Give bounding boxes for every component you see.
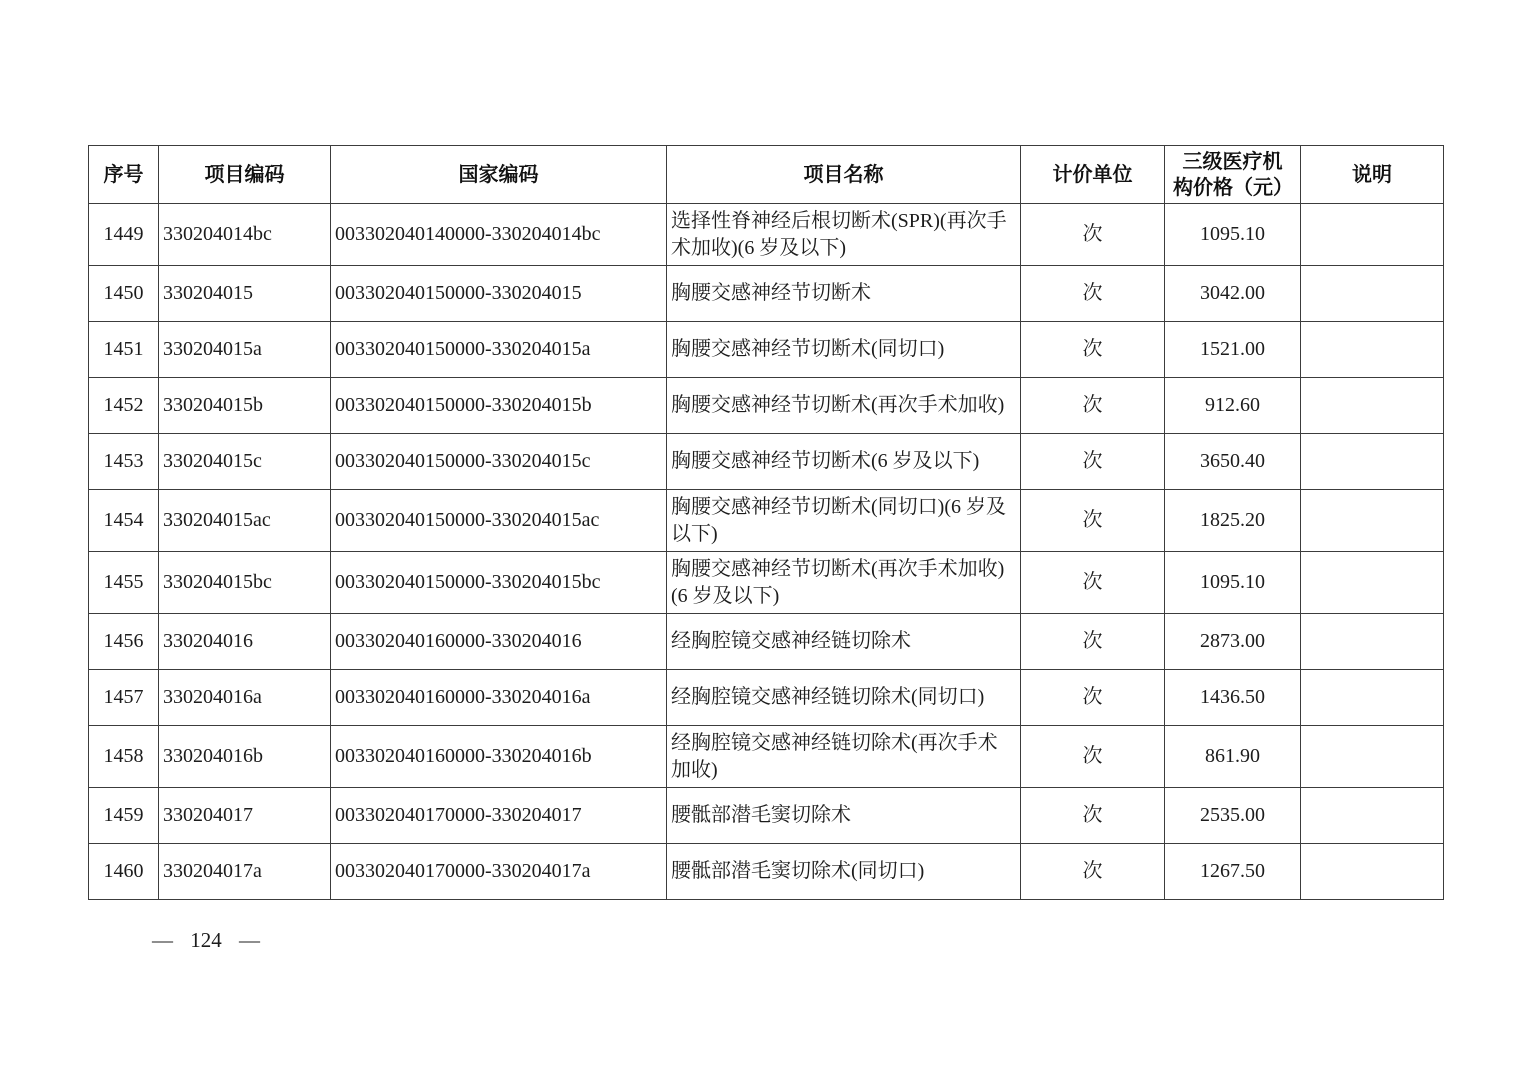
- row-price: 3650.40: [1165, 434, 1301, 490]
- row-unit: 次: [1021, 670, 1165, 726]
- header-price: 三级医疗机构价格（元）: [1165, 146, 1301, 204]
- row-price: 3042.00: [1165, 266, 1301, 322]
- row-price: 1095.10: [1165, 552, 1301, 614]
- row-note: [1301, 670, 1444, 726]
- table-row: [89, 726, 1444, 788]
- row-unit: 次: [1021, 322, 1165, 378]
- row-seq: 1457: [89, 670, 159, 726]
- row-project-name: 胸腰交感神经节切断术(同切口)(6 岁及以下): [667, 490, 1021, 552]
- table-row: [89, 552, 1444, 614]
- row-project-name: 选择性脊神经后根切断术(SPR)(再次手术加收)(6 岁及以下): [667, 204, 1021, 266]
- row-price: 2535.00: [1165, 788, 1301, 844]
- table-row: [89, 434, 1444, 490]
- row-seq: 1450: [89, 266, 159, 322]
- row-seq: 1449: [89, 204, 159, 266]
- row-seq: 1454: [89, 490, 159, 552]
- row-project-code: 330204016a: [159, 670, 331, 726]
- row-project-name: 经胸腔镜交感神经链切除术: [667, 614, 1021, 670]
- row-note: [1301, 378, 1444, 434]
- row-national-code: 003302040150000-330204015ac: [331, 490, 667, 552]
- row-seq: 1458: [89, 726, 159, 788]
- row-unit: 次: [1021, 378, 1165, 434]
- row-seq: 1452: [89, 378, 159, 434]
- row-project-code: 330204015bc: [159, 552, 331, 614]
- row-project-code: 330204016: [159, 614, 331, 670]
- row-project-name: 胸腰交感神经节切断术(同切口): [667, 322, 1021, 378]
- row-price: 1095.10: [1165, 204, 1301, 266]
- table-row: [89, 844, 1444, 900]
- row-national-code: 003302040170000-330204017a: [331, 844, 667, 900]
- row-national-code: 003302040150000-330204015b: [331, 378, 667, 434]
- table-row: [89, 670, 1444, 726]
- row-unit: 次: [1021, 726, 1165, 788]
- row-unit: 次: [1021, 552, 1165, 614]
- header-unit: 计价单位: [1021, 146, 1165, 204]
- row-seq: 1451: [89, 322, 159, 378]
- row-seq: 1456: [89, 614, 159, 670]
- table-row: [89, 788, 1444, 844]
- row-project-code: 330204015ac: [159, 490, 331, 552]
- table-row: [89, 322, 1444, 378]
- row-seq: 1459: [89, 788, 159, 844]
- row-project-code: 330204015a: [159, 322, 331, 378]
- table-row: [89, 378, 1444, 434]
- row-project-code: 330204015: [159, 266, 331, 322]
- row-project-code: 330204017: [159, 788, 331, 844]
- row-unit: 次: [1021, 490, 1165, 552]
- row-price: 1825.20: [1165, 490, 1301, 552]
- row-project-name: 腰骶部潜毛窦切除术(同切口): [667, 844, 1021, 900]
- row-national-code: 003302040140000-330204014bc: [331, 204, 667, 266]
- row-note: [1301, 434, 1444, 490]
- row-price: 1436.50: [1165, 670, 1301, 726]
- row-note: [1301, 614, 1444, 670]
- row-project-code: 330204014bc: [159, 204, 331, 266]
- row-price: 912.60: [1165, 378, 1301, 434]
- row-project-name: 胸腰交感神经节切断术(6 岁及以下): [667, 434, 1021, 490]
- row-price: 2873.00: [1165, 614, 1301, 670]
- row-project-code: 330204015b: [159, 378, 331, 434]
- row-national-code: 003302040170000-330204017: [331, 788, 667, 844]
- row-national-code: 003302040150000-330204015: [331, 266, 667, 322]
- row-seq: 1460: [89, 844, 159, 900]
- row-unit: 次: [1021, 204, 1165, 266]
- row-project-name: 胸腰交感神经节切断术(再次手术加收)(6 岁及以下): [667, 552, 1021, 614]
- row-project-code: 330204017a: [159, 844, 331, 900]
- row-unit: 次: [1021, 266, 1165, 322]
- row-price: 1521.00: [1165, 322, 1301, 378]
- header-project-code: 项目编码: [159, 146, 331, 204]
- row-unit: 次: [1021, 788, 1165, 844]
- row-national-code: 003302040150000-330204015a: [331, 322, 667, 378]
- row-note: [1301, 844, 1444, 900]
- row-unit: 次: [1021, 434, 1165, 490]
- row-national-code: 003302040150000-330204015c: [331, 434, 667, 490]
- row-project-name: 胸腰交感神经节切断术(再次手术加收): [667, 378, 1021, 434]
- header-project-name: 项目名称: [667, 146, 1021, 204]
- header-note: 说明: [1301, 146, 1444, 204]
- row-national-code: 003302040160000-330204016: [331, 614, 667, 670]
- header-seq: 序号: [89, 146, 159, 204]
- row-national-code: 003302040150000-330204015bc: [331, 552, 667, 614]
- row-project-code: 330204016b: [159, 726, 331, 788]
- row-project-name: 经胸腔镜交感神经链切除术(再次手术加收): [667, 726, 1021, 788]
- row-project-name: 腰骶部潜毛窦切除术: [667, 788, 1021, 844]
- row-project-code: 330204015c: [159, 434, 331, 490]
- table-header-row: [89, 146, 1444, 204]
- page-number: — 124 —: [152, 928, 260, 952]
- table-row: [89, 266, 1444, 322]
- row-note: [1301, 726, 1444, 788]
- row-seq: 1455: [89, 552, 159, 614]
- price-table: [88, 145, 1444, 900]
- row-note: [1301, 266, 1444, 322]
- table-row: [89, 614, 1444, 670]
- row-note: [1301, 204, 1444, 266]
- table-row: [89, 204, 1444, 266]
- row-unit: 次: [1021, 844, 1165, 900]
- row-note: [1301, 552, 1444, 614]
- row-note: [1301, 490, 1444, 552]
- row-note: [1301, 322, 1444, 378]
- row-note: [1301, 788, 1444, 844]
- row-price: 1267.50: [1165, 844, 1301, 900]
- row-project-name: 经胸腔镜交感神经链切除术(同切口): [667, 670, 1021, 726]
- row-national-code: 003302040160000-330204016b: [331, 726, 667, 788]
- row-unit: 次: [1021, 614, 1165, 670]
- table-row: [89, 490, 1444, 552]
- header-national-code: 国家编码: [331, 146, 667, 204]
- row-price: 861.90: [1165, 726, 1301, 788]
- row-seq: 1453: [89, 434, 159, 490]
- row-national-code: 003302040160000-330204016a: [331, 670, 667, 726]
- row-project-name: 胸腰交感神经节切断术: [667, 266, 1021, 322]
